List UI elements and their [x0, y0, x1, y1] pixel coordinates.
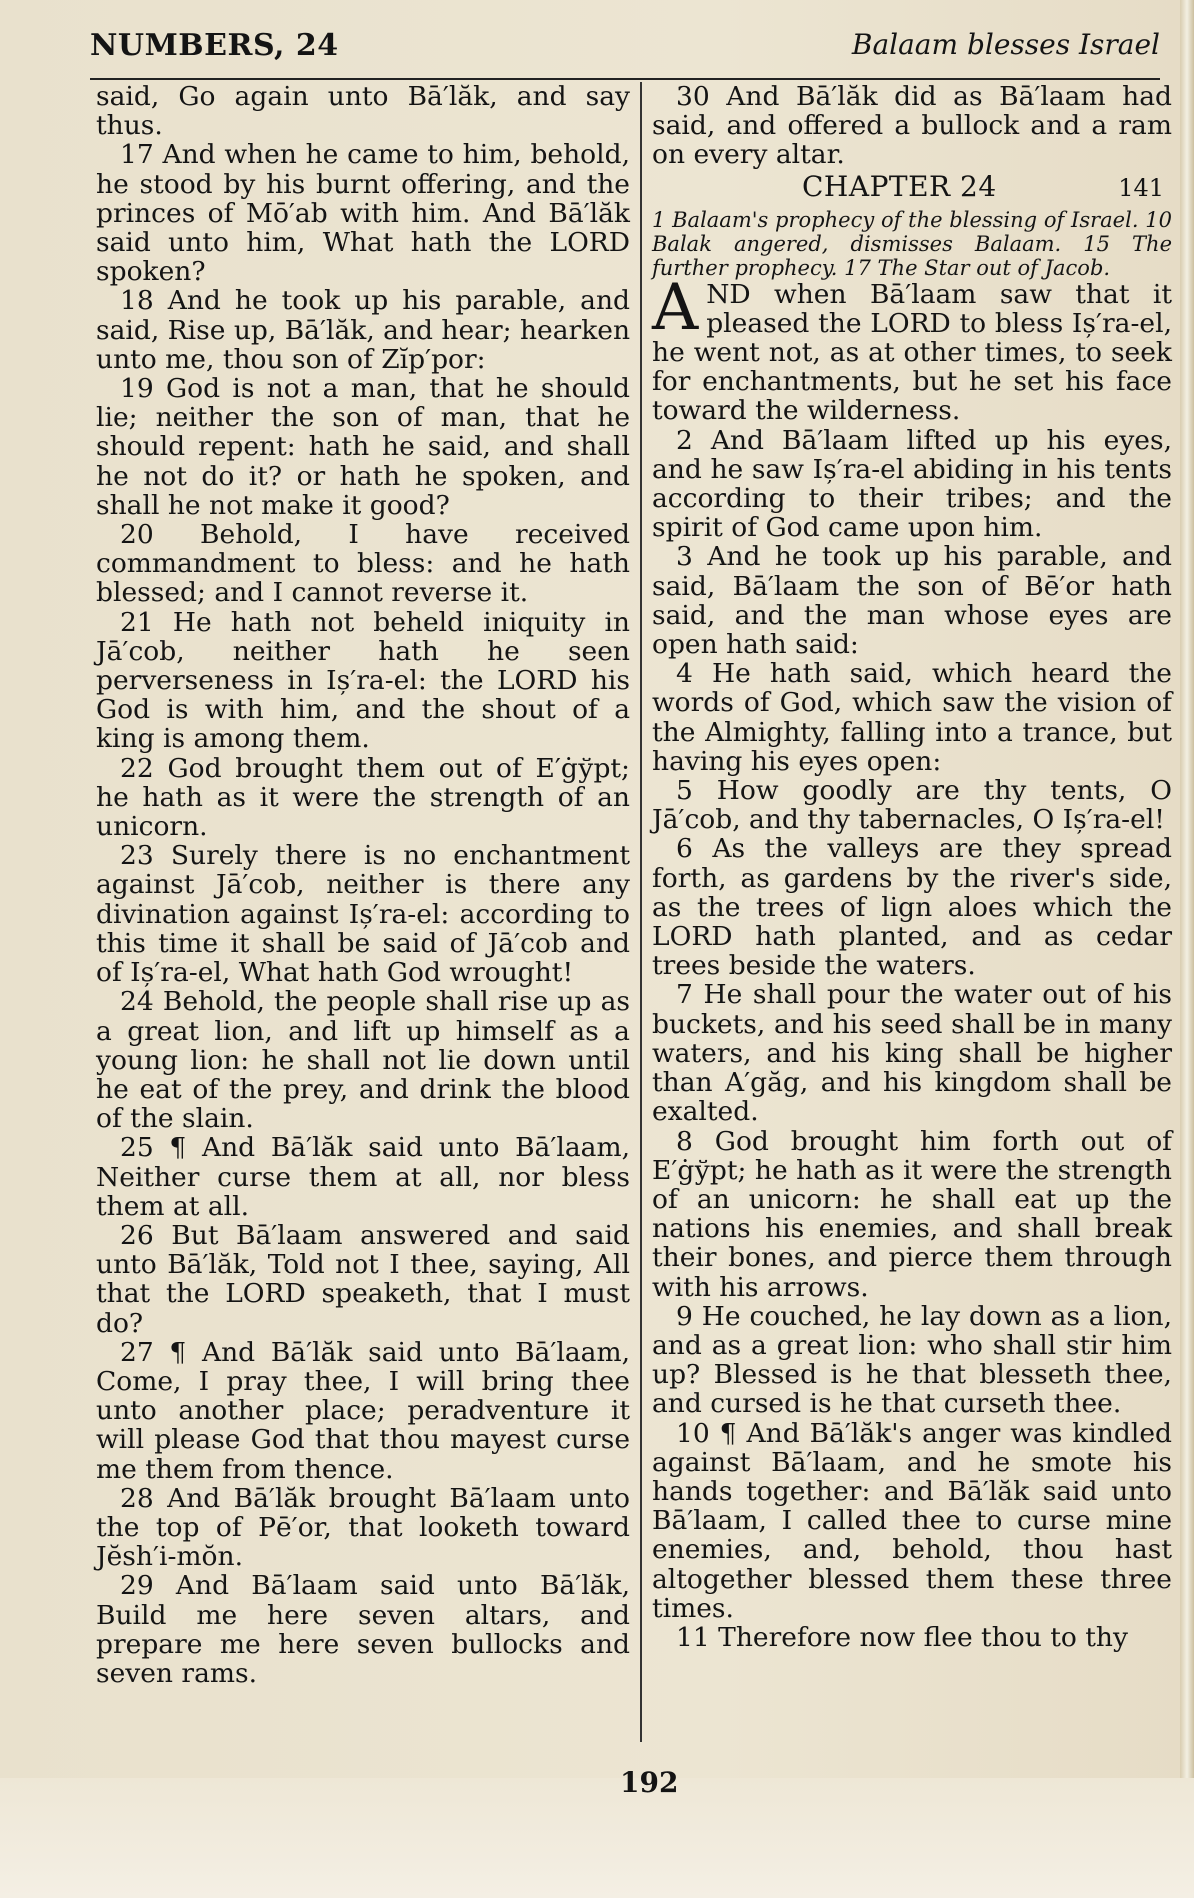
verse-30: 30 And Bā′lăk did as Bā′laam had said, and offered a bullock and a ram on every altar.	[652, 81, 1172, 171]
page-bottom-margin	[0, 1778, 1194, 1898]
verse-23: 23 Surely there is no enchantment against Jā′cob, neither is there any divination against Iș′ra-el: according to this time it shall be said of Jā′cob and of Iș′ra-el, What hath God wrought!	[96, 840, 630, 989]
verse-17: 17 And when he came to him, behold, he stood by his burnt offering, and the princes of Mō′ab with him. And Bā′lăk said unto him, What hath the LORD spoken?	[96, 139, 630, 288]
verse-1	[652, 270, 1172, 427]
right-column	[652, 82, 1172, 1652]
verse-20: 20 Behold, I have received commandment to bless: and he hath blessed; and I cannot reverse it.	[96, 519, 630, 609]
verse-29: 29 And Bā′laam said unto Bā′lăk, Build me here seven altars, and prepare me here seven bullocks and seven rams.	[96, 1570, 630, 1689]
verse-continuation: said, Go again unto Bā′lăk, and say thus.	[96, 81, 630, 142]
verse-24: 24 Behold, the people shall rise up as a great lion, and lift up himself as a young lion: he shall not lie down until he eat of the prey, and drink the blood of the slain.	[96, 986, 630, 1135]
drop-cap: A	[652, 270, 699, 345]
verse-6: 6 As the valleys are they spread forth, as gardens by the river's side, as the trees of lign aloes which the LORD hath planted, and as cedar trees beside the waters.	[652, 833, 1172, 982]
verse-1-text: ND when Bā′laam saw that it pleased the LORD to bless Iș′ra-el, he went not, as at other times, to seek for enchantments, but he set his face toward the wilderness.	[652, 278, 1172, 427]
page-number: 192	[620, 1766, 679, 1799]
verse-7: 7 He shall pour the water out of his buckets, and his seed shall be in many waters, and his king shall be higher than A′găg, and his kingdom shall be exalted.	[652, 979, 1172, 1128]
chapter-index-number: 141	[1118, 173, 1164, 202]
verse-18: 18 And he took up his parable, and said, Rise up, Bā′lăk, and hear; hearken unto me, thou son of Zĭp′por:	[96, 285, 631, 375]
verse-21: 21 He hath not beheld iniquity in Jā′cob, neither hath he seen perverseness in Iș′ra-el: the LORD his God is with him, and the shout of a king is among them.	[96, 606, 630, 755]
verse-4: 4 He hath said, which heard the words of God, which saw the vision of the Almighty, falling into a trance, but having his eyes open:	[652, 658, 1172, 777]
page-edge	[1180, 0, 1194, 1898]
verse-8: 8 God brought him forth out of E′ġўpt; he hath as it were the strength of an unicorn: he shall eat up the nations his enemies, and shall break their bones, and pierce them through with his arrows.	[652, 1125, 1172, 1303]
verse-26: 26 But Bā′laam answered and said unto Bā′lăk, Told not I thee, saying, All that the LORD speaketh, that I must do?	[96, 1219, 630, 1339]
chapter-title: CHAPTER 24	[802, 169, 997, 203]
running-header	[90, 24, 1160, 72]
column-divider	[640, 82, 642, 1742]
verse-5: 5 How goodly are thy tents, O Jā′cob, and thy tabernacles, O Iș′ra-el!	[652, 775, 1172, 836]
verse-2: 2 And Bā′laam lifted up his eyes, and he saw Iș′ra-el abiding in his tents according to their tribes; and the spirit of God came upon him.	[652, 424, 1172, 544]
verse-10: 10 ¶ And Bā′lăk's anger was kindled against Bā′laam, and he smote his hands together: and Bā′lăk said unto Bā′laam, I called thee to curse mine enemies, and, behold, thou hast altogether blessed them these three times.	[652, 1417, 1172, 1624]
verse-27: 27 ¶ And Bā′lăk said unto Bā′laam, Come, I pray thee, I will bring thee unto another place; peradventure it will please God that thou mayest curse me them from thence.	[96, 1336, 630, 1485]
running-title: Balaam blesses Israel	[851, 28, 1160, 61]
verse-3: 3 And he took up his parable, and said, Bā′laam the son of Bē′or hath said, and the man whose eyes are open hath said:	[652, 541, 1172, 661]
verse-11: 11 Therefore now flee thou to thy	[676, 1621, 1128, 1653]
left-column	[96, 82, 630, 1688]
book-reference: NUMBERS, 24	[90, 28, 339, 63]
verse-19: 19 God is not a man, that he should lie; neither the son of man, that he should repent: hath he said, and shall he not do it? or hath he spoken, and shall he not make it good?	[96, 373, 630, 521]
verse-22: 22 God brought them out of E′ġўpt; he hath as it were the strength of an unicorn.	[96, 752, 630, 843]
chapter-heading	[652, 169, 1172, 208]
verse-25: 25 ¶ And Bā′lăk said unto Bā′laam, Neither curse them at all, nor bless them at all.	[96, 1132, 630, 1222]
verse-28: 28 And Bā′lăk brought Bā′laam unto the top of Pē′or, that looketh toward Jĕsh′i-mŏn.	[96, 1482, 630, 1573]
verse-9: 9 He couched, he lay down as a lion, and as a great lion: who shall stir him up? Blessed is he that blesseth thee, and cursed is he that curseth thee.	[652, 1300, 1172, 1420]
header-rule	[90, 78, 1160, 80]
chapter-summary: 1 Balaam's prophecy of the blessing of Israel. 10 Balak angered, dismisses Balaam. 15 The further prophecy. 17 The Star out of Jacob.	[652, 207, 1172, 280]
